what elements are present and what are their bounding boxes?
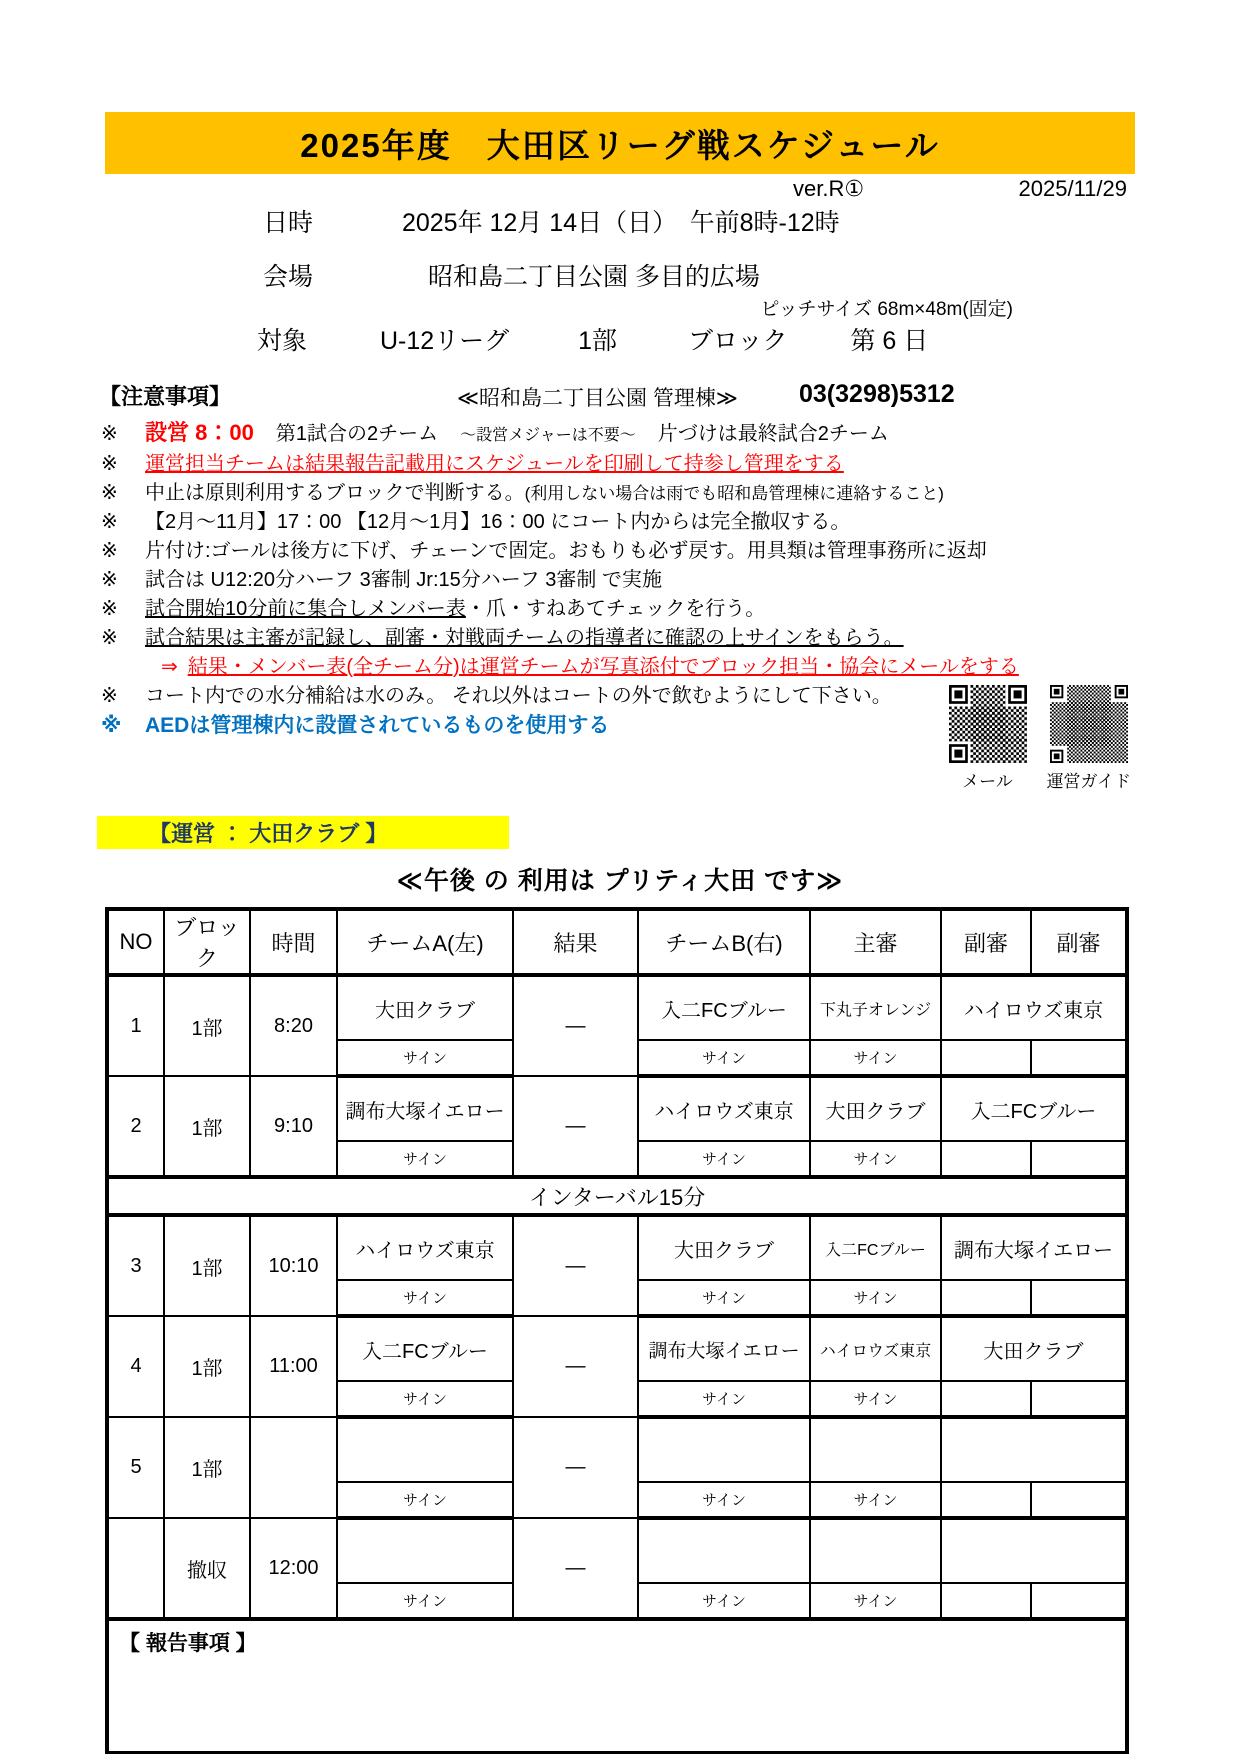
operator-band — [97, 816, 509, 849]
arrow-icon: ⇒ — [161, 656, 178, 678]
sign-cell-referee: サイン — [810, 1141, 941, 1177]
sign-cell-referee: サイン — [810, 1583, 941, 1619]
title-banner — [105, 112, 1135, 174]
qr-code-mail-icon — [949, 685, 1027, 763]
sign-cell-assistant-2 — [1031, 1381, 1127, 1417]
referee-cell: 入二FCブルー — [810, 1215, 941, 1280]
note-setup: ※ 設営 8：00 第1試合の2チーム ～設営メジャーは不要～ 片づけは最終試合2チーム — [101, 420, 889, 445]
referee-cell — [810, 1417, 941, 1482]
match-no — [107, 1518, 164, 1619]
match-row — [107, 1076, 1127, 1141]
match-row — [107, 1417, 1127, 1482]
sign-cell-team-a: サイン — [337, 1583, 513, 1619]
venue-value: 昭和島二丁目公園 多目的広場 — [427, 263, 760, 291]
phone-number: 03(3298)5312 — [799, 380, 955, 408]
referee-cell: ハイロウズ東京 — [810, 1316, 941, 1381]
match-time: 11:00 — [250, 1316, 337, 1417]
team-b-cell — [638, 1518, 810, 1583]
match-no: 2 — [107, 1076, 164, 1177]
column-header-4: 結果 — [513, 909, 638, 975]
qr-code-guide-icon — [1050, 685, 1128, 763]
version-label: ver.R① — [793, 176, 865, 201]
note-cancellation: ※ 中止は原則利用するブロックで判断する。 (利用しない場合は雨でも昭和島管理棟に連絡すること) — [101, 482, 944, 504]
result-cell: ― — [513, 1417, 638, 1518]
sign-cell-team-b: サイン — [638, 1141, 810, 1177]
report-row — [107, 1619, 1127, 1753]
sign-cell-team-b: サイン — [638, 1381, 810, 1417]
interval-text: インターバル15分 — [107, 1177, 1127, 1215]
sign-cell-assistant-1 — [941, 1040, 1031, 1076]
assistant-referee-cell — [941, 1417, 1127, 1482]
qr-guide — [1047, 685, 1132, 792]
target-block: ブロック — [687, 327, 788, 355]
sign-cell-referee: サイン — [810, 1381, 941, 1417]
sign-cell-assistant-2 — [1031, 1141, 1127, 1177]
column-header-2: 時間 — [250, 909, 337, 975]
match-block: 1部 — [164, 1316, 250, 1417]
sign-cell-assistant-1 — [941, 1280, 1031, 1316]
sign-cell-team-a: サイン — [337, 1040, 513, 1076]
sign-cell-assistant-2 — [1031, 1040, 1127, 1076]
team-b-cell: 入二FCブルー — [638, 975, 810, 1040]
match-row — [107, 1215, 1127, 1280]
match-no: 4 — [107, 1316, 164, 1417]
team-b-cell: 調布大塚イエロー — [638, 1316, 810, 1381]
assistant-referee-cell — [941, 1518, 1127, 1583]
match-time: 12:00 — [250, 1518, 337, 1619]
column-header-7: 副審 — [941, 909, 1031, 975]
match-no: 5 — [107, 1417, 164, 1518]
notice-list — [101, 418, 1135, 791]
version-date: 2025/11/29 — [1018, 176, 1127, 201]
result-cell: ― — [513, 975, 638, 1076]
target-label: 対象 — [257, 327, 308, 355]
notice-header — [99, 380, 1135, 412]
note-print-schedule: ※ 運営担当チームは結果報告記載用にスケジュールを印刷して持参し管理をする — [101, 453, 844, 475]
note-match-format: ※ 試合は U12:20分ハーフ 3審制 Jr:15分ハーフ 3審制 で実施 — [101, 569, 662, 591]
sign-cell-assistant-1 — [941, 1482, 1031, 1518]
note-hydration: ※ コート内での水分補給は水のみ。 それ以外はコートの外で飲むようにして下さい。 — [101, 685, 892, 707]
sign-cell-team-a: サイン — [337, 1381, 513, 1417]
sign-cell-referee: サイン — [810, 1280, 941, 1316]
afternoon-notice: ≪午後 の 利用は プリティ大田 です≫ — [396, 867, 844, 895]
qr-mail — [949, 685, 1027, 792]
referee-cell: 下丸子オレンジ — [810, 975, 941, 1040]
schedule-table — [105, 907, 1129, 1754]
match-time: 10:10 — [250, 1215, 337, 1316]
column-header-8: 副審 — [1031, 909, 1127, 975]
target-day: 第 6 日 — [850, 327, 929, 355]
qr-mail-label: メール — [962, 772, 1013, 791]
column-header-5: チームB(右) — [638, 909, 810, 975]
result-cell: ― — [513, 1076, 638, 1177]
column-header-1: ブロック — [164, 909, 250, 975]
pitch-size: ピッチサイズ 68m×48m(固定) — [760, 299, 1013, 320]
result-cell: ― — [513, 1518, 638, 1619]
sign-cell-referee: サイン — [810, 1040, 941, 1076]
match-time: 9:10 — [250, 1076, 337, 1177]
target-row — [105, 324, 1135, 358]
sign-cell-team-b: サイン — [638, 1040, 810, 1076]
datetime-value: 2025年 12月 14日（日） 午前8時-12時 — [401, 209, 840, 237]
team-b-cell — [638, 1417, 810, 1482]
note-cleanup: ※ 片付け:ゴールは後方に下げ、チェーンで固定。おもりも必ず戻す。用具類は管理事務所に返却 — [101, 540, 987, 562]
match-no: 3 — [107, 1215, 164, 1316]
operator-text: 【運営 ： 大田クラブ 】 — [149, 821, 388, 846]
sign-cell-team-b: サイン — [638, 1482, 810, 1518]
page-title: 2025年度 大田区リーグ戦スケジュール — [300, 126, 940, 164]
report-heading: 【 報告事項 】 — [107, 1619, 1127, 1753]
assistant-referee-cell: 入二FCブルー — [941, 1076, 1127, 1141]
column-header-3: チームA(左) — [337, 909, 513, 975]
sign-cell-assistant-2 — [1031, 1482, 1127, 1518]
match-block: 1部 — [164, 975, 250, 1076]
datetime-label: 日時 — [263, 209, 314, 237]
match-no: 1 — [107, 975, 164, 1076]
column-header-6: 主審 — [810, 909, 941, 975]
team-a-cell — [337, 1417, 513, 1482]
result-cell: ― — [513, 1316, 638, 1417]
qr-guide-label: 運営ガイド — [1046, 772, 1131, 791]
referee-cell: 大田クラブ — [810, 1076, 941, 1141]
match-row — [107, 1316, 1127, 1381]
match-time — [250, 1417, 337, 1518]
table-header-row — [107, 909, 1127, 975]
note-withdraw-time: ※ 【2月～11月】17：00 【12月～1月】16：00 にコート内からは完全撤収する。 — [101, 511, 851, 533]
match-block: 1部 — [164, 1076, 250, 1177]
team-a-cell: 入二FCブルー — [337, 1316, 513, 1381]
sign-cell-team-b: サイン — [638, 1280, 810, 1316]
setup-time: 設営 8：00 — [145, 420, 254, 445]
note-result-mail: ⇒ 結果・メンバー表(全チーム分)は運営チームが写真添付でブロック担当・協会にメールをする — [105, 653, 1135, 682]
sign-cell-assistant-1 — [941, 1583, 1031, 1619]
team-a-cell: 調布大塚イエロー — [337, 1076, 513, 1141]
sign-cell-assistant-1 — [941, 1141, 1031, 1177]
note-result-sign: ※ 試合結果は主審が記録し、副審・対戦両チームの指導者に確認の上サインをもらう。 — [101, 627, 904, 649]
sign-cell-team-a: サイン — [337, 1280, 513, 1316]
version-row — [105, 174, 1135, 204]
datetime-row — [105, 206, 1135, 240]
match-block: 1部 — [164, 1417, 250, 1518]
qr-block — [949, 685, 1132, 792]
assistant-referee-cell: ハイロウズ東京 — [941, 975, 1127, 1040]
team-a-cell: 大田クラブ — [337, 975, 513, 1040]
sign-cell-team-a: サイン — [337, 1482, 513, 1518]
result-cell: ― — [513, 1215, 638, 1316]
assistant-referee-cell: 大田クラブ — [941, 1316, 1127, 1381]
sign-cell-assistant-2 — [1031, 1583, 1127, 1619]
note-pre-match-check: ※ 試合開始10分前に集合しメンバー表・爪・すねあてチェックを行う。 — [101, 598, 766, 620]
match-row — [107, 975, 1127, 1040]
team-b-cell: 大田クラブ — [638, 1215, 810, 1280]
venue-row — [105, 260, 1135, 294]
sign-cell-assistant-1 — [941, 1381, 1031, 1417]
team-b-cell: ハイロウズ東京 — [638, 1076, 810, 1141]
match-block: 1部 — [164, 1215, 250, 1316]
team-a-cell — [337, 1518, 513, 1583]
admin-office: ≪昭和島二丁目公園 管理棟≫ — [457, 387, 738, 410]
match-block: 撤収 — [164, 1518, 250, 1619]
interval-row — [107, 1177, 1127, 1215]
team-a-cell: ハイロウズ東京 — [337, 1215, 513, 1280]
match-row — [107, 1518, 1127, 1583]
venue-label: 会場 — [263, 263, 314, 291]
match-time: 8:20 — [250, 975, 337, 1076]
referee-cell — [810, 1518, 941, 1583]
sign-cell-assistant-2 — [1031, 1280, 1127, 1316]
sign-cell-referee: サイン — [810, 1482, 941, 1518]
notice-heading: 【注意事項】 — [99, 384, 232, 409]
sign-cell-team-b: サイン — [638, 1583, 810, 1619]
assistant-referee-cell: 調布大塚イエロー — [941, 1215, 1127, 1280]
target-division: 1部 — [578, 327, 618, 355]
target-league: U-12リーグ — [379, 327, 510, 355]
note-aed: ※ AEDは管理棟内に設置されているものを使用する — [101, 714, 610, 737]
sign-cell-team-a: サイン — [337, 1141, 513, 1177]
column-header-0: NO — [107, 909, 164, 975]
